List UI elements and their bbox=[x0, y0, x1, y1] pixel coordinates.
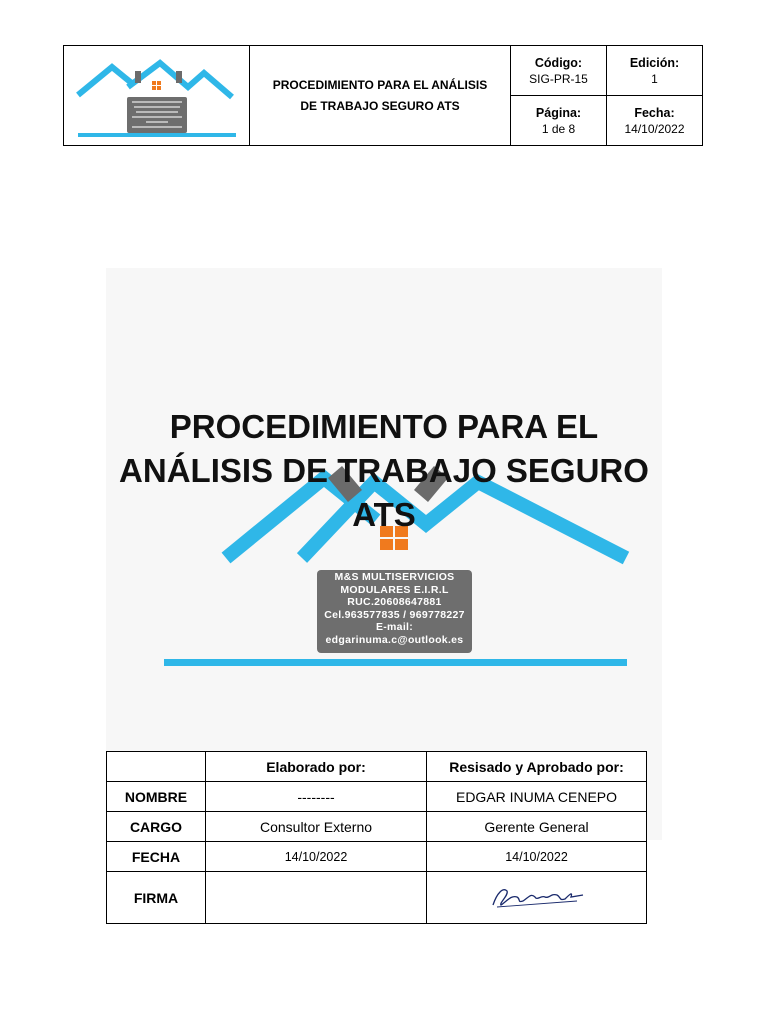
company-ruc: RUC.20608647881 bbox=[347, 596, 442, 608]
cover-title-line1: PROCEDIMIENTO PARA EL bbox=[169, 408, 599, 445]
codigo-cell bbox=[511, 46, 607, 96]
company-phone: Cel.963577835 / 969778227 bbox=[324, 608, 465, 621]
codigo-value: SIG-PR-15 bbox=[529, 71, 588, 86]
approval-header-row bbox=[107, 752, 647, 782]
header-logo-cell bbox=[64, 46, 250, 146]
company-info-card bbox=[317, 570, 472, 653]
col-elaborado: Elaborado por: bbox=[206, 752, 427, 782]
pagina-cell bbox=[511, 96, 607, 146]
company-email-label: E-mail: bbox=[375, 621, 414, 633]
header-title-line1: PROCEDIMIENTO PARA EL ANÁLISIS bbox=[272, 77, 488, 92]
company-name-line1: M&S MULTISERVICIOS bbox=[334, 571, 455, 583]
row-label-nombre: NOMBRE bbox=[107, 782, 206, 812]
row-label-firma: FIRMA bbox=[107, 872, 206, 924]
firma-elaborado bbox=[206, 872, 427, 924]
fecha-revisado: 14/10/2022 bbox=[427, 842, 647, 872]
header-title-line2: DE TRABAJO SEGURO ATS bbox=[300, 98, 460, 113]
table-row bbox=[107, 842, 647, 872]
col-revisado: Resisado y Aprobado por: bbox=[427, 752, 647, 782]
company-name-line2: MODULARES E.I.R.L bbox=[340, 583, 449, 596]
header-title-cell bbox=[250, 46, 511, 146]
edicion-label: Edición: bbox=[629, 55, 680, 70]
table-row bbox=[107, 782, 647, 812]
company-logo-small bbox=[72, 51, 242, 141]
company-email: edgarinuma.c@outlook.es bbox=[325, 633, 464, 646]
fecha-label: Fecha: bbox=[634, 105, 675, 120]
table-row bbox=[107, 812, 647, 842]
pagina-value: 1 de 8 bbox=[541, 121, 576, 136]
firma-revisado bbox=[427, 872, 647, 924]
edicion-cell bbox=[607, 46, 703, 96]
nombre-revisado: EDGAR INUMA CENEPO bbox=[427, 782, 647, 812]
approval-corner-cell bbox=[107, 752, 206, 782]
document-header-table bbox=[63, 45, 703, 146]
codigo-label: Código: bbox=[534, 55, 583, 70]
row-label-fecha: FECHA bbox=[107, 842, 206, 872]
approval-table bbox=[106, 751, 647, 924]
row-label-cargo: CARGO bbox=[107, 812, 206, 842]
fecha-value: 14/10/2022 bbox=[624, 121, 685, 136]
cover-title-line2: ANÁLISIS DE TRABAJO SEGURO bbox=[119, 452, 649, 489]
cover-title bbox=[0, 405, 768, 537]
edicion-value: 1 bbox=[651, 71, 658, 86]
cargo-elaborado: Consultor Externo bbox=[206, 812, 427, 842]
fecha-cell bbox=[607, 96, 703, 146]
cover-title-line3: ATS bbox=[352, 496, 416, 533]
signature-icon bbox=[487, 881, 587, 911]
fecha-elaborado: 14/10/2022 bbox=[206, 842, 427, 872]
nombre-elaborado: -------- bbox=[206, 782, 427, 812]
cargo-revisado: Gerente General bbox=[427, 812, 647, 842]
pagina-label: Página: bbox=[535, 105, 582, 120]
table-row bbox=[107, 872, 647, 924]
